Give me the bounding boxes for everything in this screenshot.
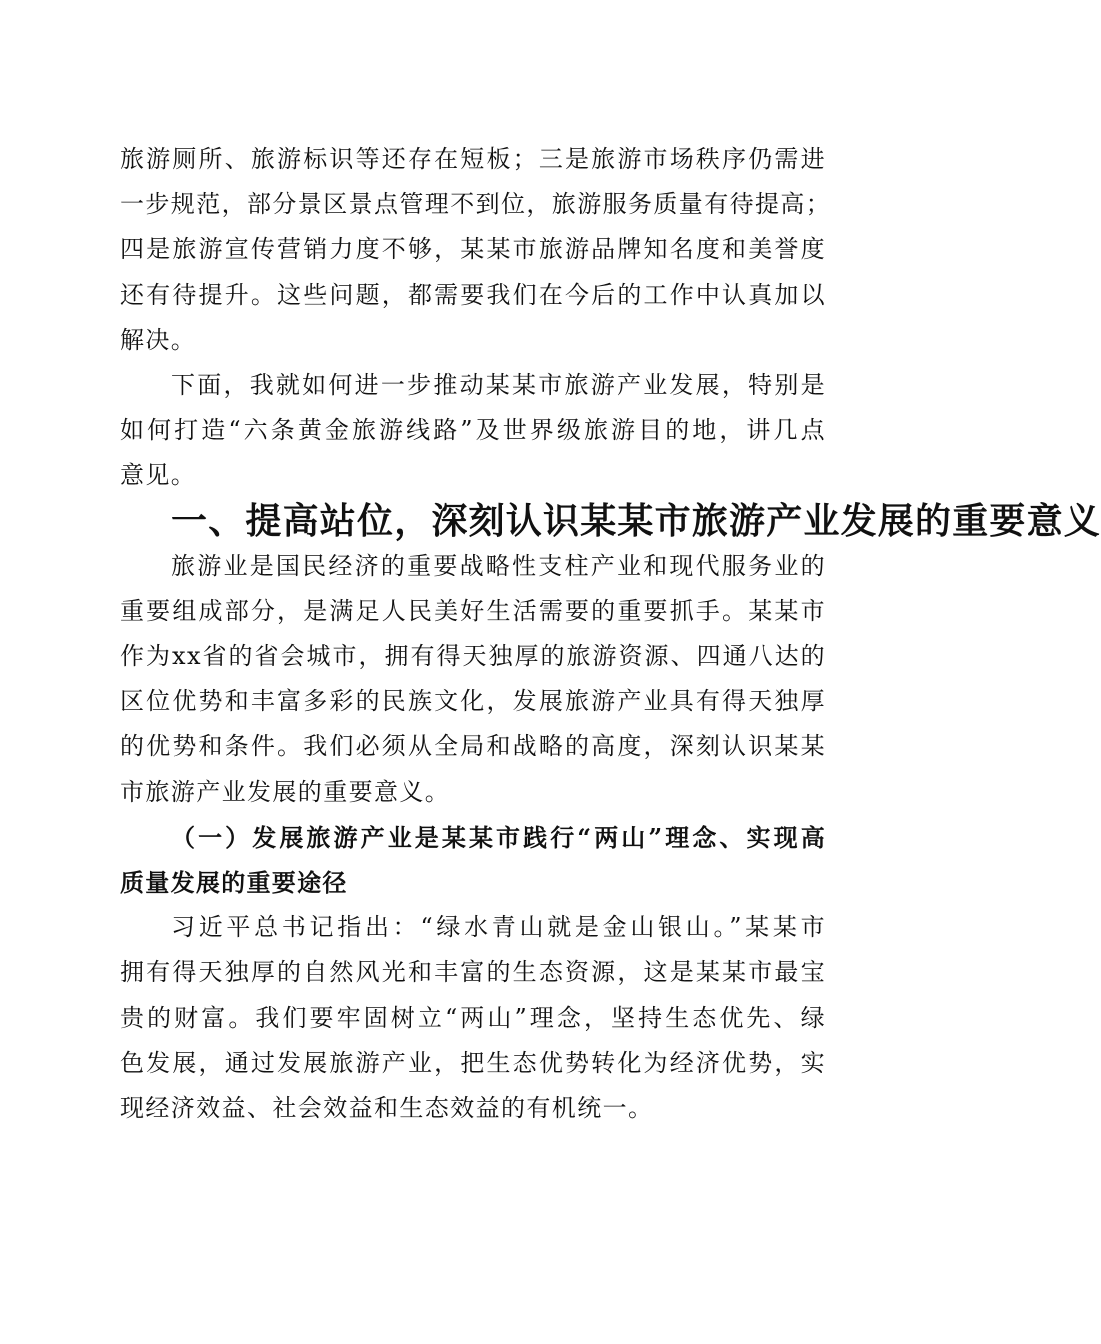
subheading-line: （一）发展旅游产业是某某市践行“两山”理念、实现高 xyxy=(171,822,826,852)
paragraph-line: 作为xx省的省会城市，拥有得天独厚的旅游资源、四通八达的 xyxy=(120,642,826,671)
section-heading-1: 一、提高站位，深刻认识某某市旅游产业发展的重要意义 xyxy=(171,500,1101,542)
paragraph-line: 市旅游产业发展的重要意义。 xyxy=(120,777,451,806)
paragraph-green-development xyxy=(120,905,826,1131)
paragraph-line: 解决。 xyxy=(120,325,197,354)
paragraph-line: 四是旅游宣传营销力度不够，某某市旅游品牌知名度和美誉度 xyxy=(120,235,826,264)
subheading-two-mountains xyxy=(120,815,826,905)
paragraph-line: 意见。 xyxy=(120,461,197,490)
paragraph-line: 区位优势和丰富多彩的民族文化，发展旅游产业具有得天独厚 xyxy=(120,687,826,716)
paragraph-line: 拥有得天独厚的自然风光和丰富的生态资源，这是某某市最宝 xyxy=(120,958,826,987)
paragraph-line: 习近平总书记指出：“绿水青山就是金山银山。”某某市 xyxy=(171,913,826,942)
paragraph-line: 旅游业是国民经济的重要战略性支柱产业和现代服务业的 xyxy=(171,551,826,580)
paragraph-line: 现经济效益、社会效益和生态效益的有机统一。 xyxy=(120,1093,654,1122)
paragraph-line: 一步规范，部分景区景点管理不到位，旅游服务质量有待提高； xyxy=(120,190,832,219)
document-page xyxy=(120,137,1101,1131)
paragraph-line: 下面，我就如何进一步推动某某市旅游产业发展，特别是 xyxy=(171,370,826,399)
paragraph-line: 的优势和条件。我们必须从全局和战略的高度，深刻认识某某 xyxy=(120,732,826,761)
paragraph-line: 旅游厕所、旅游标识等还存在短板；三是旅游市场秩序仍需进 xyxy=(120,145,826,173)
paragraph-line: 贵的财富。我们要牢固树立“两山”理念，坚持生态优先、绿 xyxy=(120,1003,826,1032)
paragraph-line: 还有待提升。这些问题，都需要我们在今后的工作中认真加以 xyxy=(120,280,826,309)
paragraph-tourism-importance xyxy=(120,544,826,815)
paragraph-line: 色发展，通过发展旅游产业，把生态优势转化为经济优势，实 xyxy=(120,1048,826,1077)
paragraph-shortcomings xyxy=(120,137,832,363)
paragraph-line: 如何打造“六条黄金旅游线路”及世界级旅游目的地，讲几点 xyxy=(120,416,826,445)
paragraph-opinions-intro xyxy=(120,363,826,499)
subheading-line: 质量发展的重要途径 xyxy=(120,868,348,897)
paragraph-line: 重要组成部分，是满足人民美好生活需要的重要抓手。某某市 xyxy=(120,596,826,625)
